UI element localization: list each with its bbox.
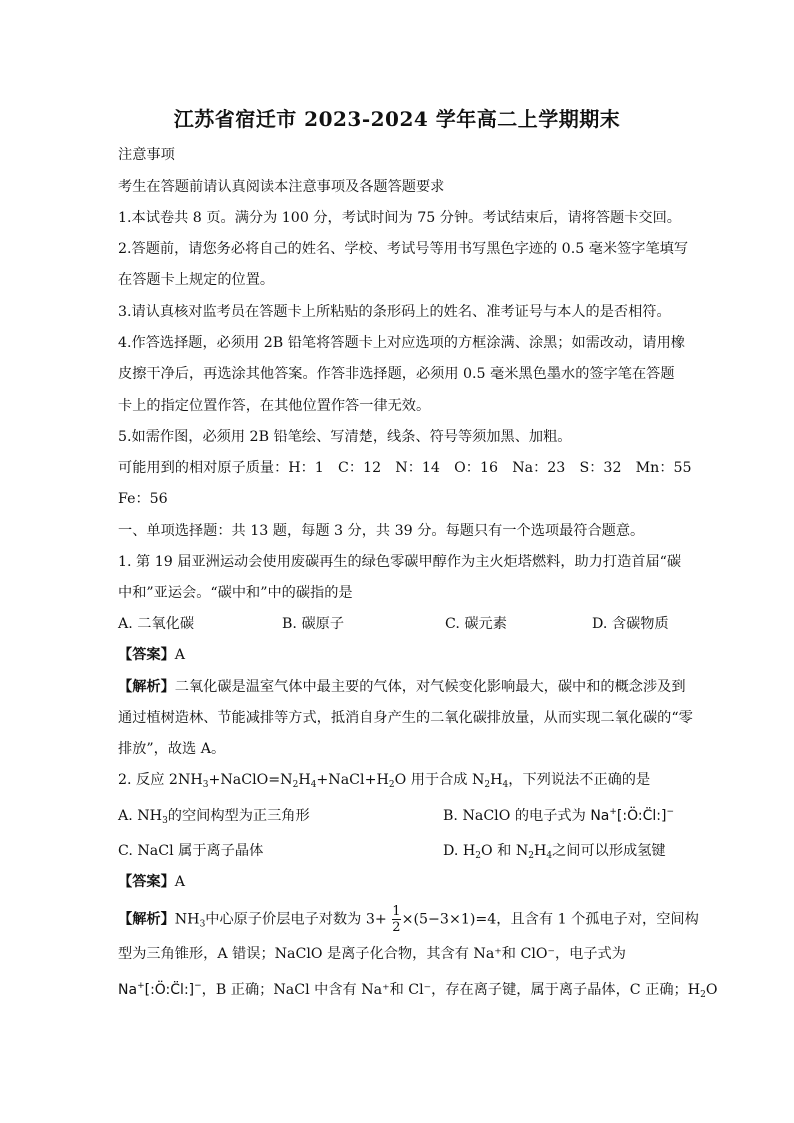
q2-stem-prefix: 2. 反应 2NH xyxy=(118,772,203,788)
q1-option-c: C. 碳元素 xyxy=(445,616,507,632)
q2-option-d: D. $H_2O$ 和 $N_2H_4$之间可以形成氢键 xyxy=(443,843,666,861)
rule-2b: 在答题卡上规定的位置。 xyxy=(118,272,275,288)
q2-analysis-line-3-end: O xyxy=(705,982,718,998)
q2-analysis-line-3: Na+[:Ö:C̈l:]−，B 正确；NaCl 中含有 Na⁺和 Cl⁻，存在离子键，属于离子晶体，C 正确；$H_2O$ xyxy=(118,981,718,1000)
q2-option-a-prefix: A. NH xyxy=(118,808,163,824)
q2-analysis-line-3-text: ，B 正确；NaCl 中含有 Na⁺和 Cl⁻，存在离子键，属于离子晶体，C 正确；H xyxy=(201,982,701,998)
rule-1: 1.本试卷共 8 页。满分为 100 分，考试时间为 75 分钟。考试结束后，请将答题卡交回。 xyxy=(118,210,681,226)
q2-analysis-end: =4，且含有 1 个孤电子对，空间构 xyxy=(475,911,699,928)
rule-4a: 4.作答选择题，必须用 2B 铅笔将答题卡上对应选项的方框涂满、涂黑；如需改动，请用橡 xyxy=(118,335,685,351)
q1-option-a: A. 二氧化碳 xyxy=(118,616,195,632)
naclo-lewis-structure: Na+[:Ö:C̈l:]− xyxy=(118,981,202,998)
analysis-label: 【解析】 xyxy=(118,679,175,695)
answer-label: 【答案】 xyxy=(118,647,175,663)
q1-analysis-line-2: 通过植树造林、节能减排等方式，抵消自身产生的二氧化碳排放量，从而实现二氧化碳的“零 xyxy=(118,710,693,726)
q1-stem-line-1: 1. 第 19 届亚洲运动会使用废碳再生的绿色零碳甲醇作为主火炬塔燃料，助力打造首届“碳 xyxy=(118,554,682,570)
rule-4c: 卡上的指定位置作答，在其他位置作答一律无效。 xyxy=(118,398,431,414)
analysis-label: 【解析】 xyxy=(118,911,175,928)
q2-answer xyxy=(118,872,185,892)
atomic-mass-line-2: Fe：56 xyxy=(118,491,168,507)
rule-5: 5.如需作图，必须用 2B 铅笔绘、写清楚，线条、符号等须加黑、加粗。 xyxy=(118,429,572,445)
q1-analysis-line-3: 排放”，故选 A。 xyxy=(118,741,226,757)
q2-option-a: A. $NH_3$的空间构型为正三角形 xyxy=(118,808,310,826)
naclo-lewis-structure: Na+[:Ö:C̈l:]− xyxy=(590,807,674,824)
answer-label: 【答案】 xyxy=(118,874,175,890)
q2-option-d-prefix: D. H xyxy=(443,843,476,859)
q1-option-d: D. 含碳物质 xyxy=(592,616,669,632)
notice-intro: 考生在答题前请认真阅读本注意事项及各题答题要求 xyxy=(118,179,445,195)
q2-analysis-line-2: 型为三角锥形，A 错误；NaClO 是离子化合物，其含有 Na⁺和 ClO⁻，电子式为 xyxy=(118,946,626,962)
q2-analysis-mid: 中心原子价层电子对数为 3+ xyxy=(205,911,392,928)
q1-answer xyxy=(118,645,185,665)
q1-option-b: B. 碳原子 xyxy=(282,616,345,632)
q2-analysis-prefix: NH xyxy=(174,911,200,928)
q2-option-b xyxy=(443,806,674,826)
q2-option-b-text: B. NaClO 的电子式为 xyxy=(443,808,591,824)
answer-value: A xyxy=(174,874,186,890)
q2-stem: 2. 反应 $2NH_3+NaClO=N_2H_4+NaCl+H_2O$ 用于合成 $N_2H_4$，下列说法不正确的是 xyxy=(118,772,651,790)
q1-analysis-line-1 xyxy=(118,677,686,697)
q2-option-d-text: 之间可以形成氢键 xyxy=(552,843,666,859)
answer-value: A xyxy=(174,647,186,663)
rule-3: 3.请认真核对监考员在答题卡上所粘贴的条形码上的姓名、准考证号与本人的是否相符。 xyxy=(118,304,671,320)
q2-analysis-line-1: 【解析】$NH_3$中心原子价层电子对数为 3+ $\frac{1}{2}$ ×(5−3×1)=4，且含有 1 个孤电子对，空间构 xyxy=(118,904,699,935)
fraction-one-half: $\frac{1}{2}$ xyxy=(392,904,401,935)
q2-option-c: C. NaCl 属于离子晶体 xyxy=(118,843,264,859)
analysis-text: 二氧化碳是温室气体中最主要的气体，对气候变化影响最大，碳中和的概念涉及到 xyxy=(174,679,686,695)
atomic-mass-line: 可能用到的相对原子质量：H：1 C：12 N：14 O：16 Na：23 S：32 Mn：55 xyxy=(118,460,692,476)
q1-stem-line-2: 中和”亚运会。“碳中和”中的碳指的是 xyxy=(118,585,353,601)
q2-option-a-text: 的空间构型为正三角形 xyxy=(167,808,310,824)
rule-2a: 2.答题前，请您务必将自己的姓名、学校、考试号等用书写黑色字迹的 0.5 毫米签字笔填写 xyxy=(118,241,689,257)
page-title: 江苏省宿迁市 2023-2024 学年高二上学期期末 xyxy=(173,107,621,131)
rule-4b: 皮擦干净后，再选涂其他答案。作答非选择题，必须用 0.5 毫米黑色墨水的签字笔在答题 xyxy=(118,366,675,382)
section-heading: 一、单项选择题：共 13 题，每题 3 分，共 39 分。每题只有一个选项最符合题意。 xyxy=(118,523,645,539)
notice-heading: 注意事项 xyxy=(118,147,175,163)
